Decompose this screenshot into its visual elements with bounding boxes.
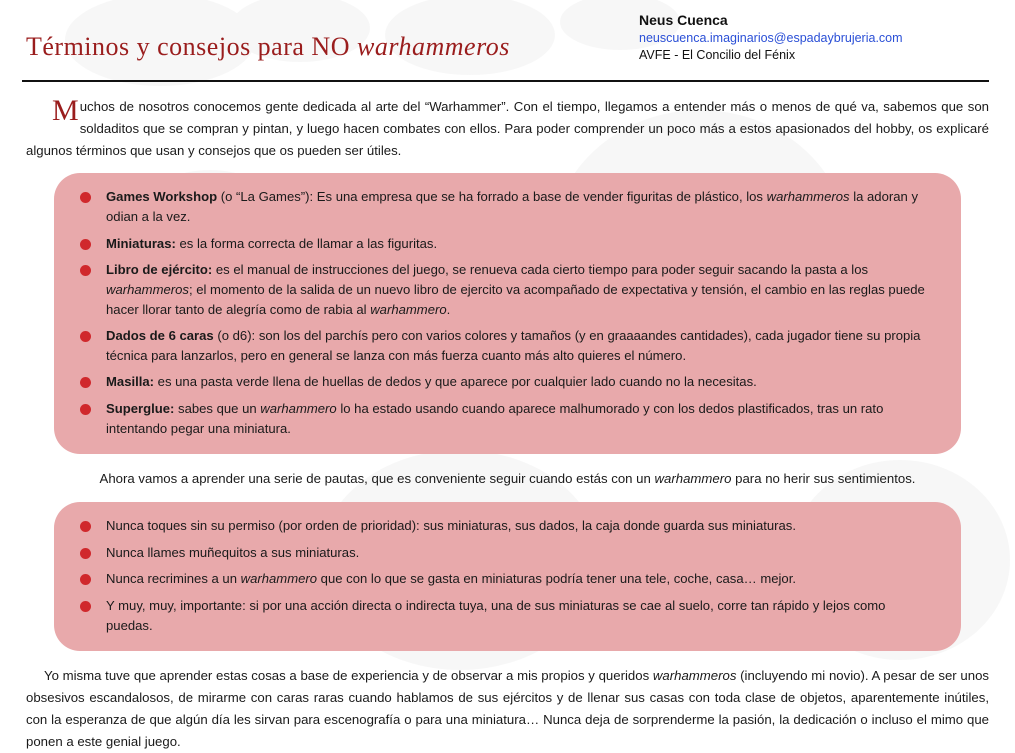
term-label: Dados de 6 caras <box>106 328 214 344</box>
term-label: Miniaturas: <box>106 235 176 251</box>
term-text-a: es la forma correcta de llamar a las figuritas. <box>175 235 438 251</box>
list-item <box>72 260 935 319</box>
term-italic-a: warhammeros <box>106 281 189 297</box>
author-email-link[interactable]: neuscuenca.imaginarios@espadaybrujeria.com <box>639 31 903 45</box>
bridge-italic: warhammero <box>654 471 732 487</box>
list-item <box>72 543 935 563</box>
rule-text-a: Y muy, muy, importante: si por una acción directa o indirecta tuya, una de sus miniaturas se cae al suelo, corre tan rápido y lejos como puedas. <box>106 598 886 633</box>
page-title-italic: warhammeros <box>356 32 510 61</box>
term-text-a: sabes que un <box>174 401 261 417</box>
term-label: Libro de ejército: <box>106 262 213 278</box>
rule-italic-a: warhammero <box>240 571 318 587</box>
bullet-icon <box>80 574 91 585</box>
term-text-b: ; el momento de la salida de un nuevo libro de ejercito va acompañado de expectativa y tensión, el cambio en las reglas puede hacer llorar tanto de alegría como de rabia al <box>106 281 925 317</box>
terms-list <box>72 187 935 438</box>
term-label: Games Workshop <box>106 189 218 205</box>
term-text-a: (o d6): son los del parchís pero con varios colores y tamaños (y en graaaandes cantidades), cada jugador tiene su propia técnica para lanzarlos, pero en general se lanza con más fuerza cuanto más alto quieres el número. <box>106 328 921 363</box>
page-title-plain: Términos y consejos para NO <box>26 32 357 61</box>
bullet-icon <box>80 548 91 559</box>
rule-text-a: Nunca toques sin su permiso (por orden de prioridad): sus miniaturas, sus dados, la caja donde guarda sus miniaturas. <box>106 518 796 534</box>
bullet-icon <box>80 265 91 276</box>
bridge-text-b: para no herir sus sentimientos. <box>731 471 916 487</box>
bullet-icon <box>80 331 91 342</box>
bullet-icon <box>80 601 91 612</box>
rule-text-a: Nunca llames muñequitos a sus miniaturas. <box>106 544 360 560</box>
list-item <box>72 326 935 365</box>
rule-text-a: Nunca recrimines a un <box>106 571 241 587</box>
terms-panel <box>54 173 961 454</box>
document-header <box>18 6 997 82</box>
intro-dropcap: M <box>52 94 79 127</box>
term-label: Superglue: <box>106 401 175 417</box>
list-item <box>72 569 935 589</box>
bullet-icon <box>80 404 91 415</box>
list-item <box>72 372 935 392</box>
closing-text-a: Yo misma tuve que aprender estas cosas a base de experiencia y de observar a mis propios y queridos <box>44 668 653 684</box>
list-item <box>72 399 935 438</box>
intro-text: uchos de nosotros conocemos gente dedicada al arte del “Warhammer”. Con el tiempo, llegamos a entender más o menos de qué va, sabemos que son soldaditos que se compran y pintan, y luego hacen combates con ellos. Para poder comprender un poco más a estos apasionados del hobby, os explicaré algunos términos que usan y consejos que os pueden ser útiles. <box>26 99 989 158</box>
term-italic-a: warhammeros <box>766 189 850 205</box>
bridge-text-a: Ahora vamos a aprender una serie de pautas, que es conveniente seguir cuando estás con un <box>99 471 655 487</box>
intro-paragraph <box>26 96 989 161</box>
term-label: Masilla: <box>106 374 155 390</box>
closing-paragraph <box>26 665 989 752</box>
term-italic-b: warhammero <box>370 301 447 317</box>
term-text-a: es el manual de instrucciones del juego, se renueva cada cierto tiempo para poder seguir sacando la pasta a los <box>212 262 869 278</box>
term-text-a: es una pasta verde llena de huellas de dedos y que aparece por cualquier lado cuando no la necesitas. <box>154 374 757 390</box>
term-text-b: lo ha estado usando cuando aparece malhumorado y con los dedos plastificados, tras un rato intentando pegar una miniatura. <box>106 401 884 436</box>
list-item <box>72 234 935 254</box>
bullet-icon <box>80 521 91 532</box>
bullet-icon <box>80 377 91 388</box>
author-organization: AVFE - El Concilio del Fénix <box>639 48 796 62</box>
closing-italic: warhammeros <box>652 668 737 684</box>
bridge-paragraph <box>26 468 989 490</box>
bullet-icon <box>80 192 91 203</box>
header-divider <box>22 80 989 82</box>
page-title <box>26 32 510 62</box>
bullet-icon <box>80 239 91 250</box>
author-block <box>639 12 969 62</box>
rules-list <box>72 516 935 635</box>
term-text-a: (o “La Games”): Es una empresa que se ha forrado a base de vender figuritas de plástico, los <box>217 189 767 205</box>
list-item <box>72 596 935 635</box>
closing-text-b: (incluyendo mi novio). A pesar de ser unos obsesivos escandalosos, de mirarme con caras raras cuando hablamos de sus ejércitos y de llenar sus casas con toda clase de objetos, aparentemente inútiles, con la esperanza de que algún día les sirvan para escenografía o para una miniatura… Nunca deja de sorprenderme la pasión, la dedicación o incluso el mimo que ponen a este genial juego. <box>26 668 990 749</box>
term-text-b: la adoran y odian a la vez. <box>106 189 918 224</box>
list-item <box>72 516 935 536</box>
rules-panel <box>54 502 961 651</box>
author-name: Neus Cuenca <box>639 12 728 28</box>
term-text-c: . <box>446 301 451 317</box>
term-italic-a: warhammero <box>260 401 337 417</box>
list-item <box>72 187 935 226</box>
rule-text-b: que con lo que se gasta en miniaturas podría tener una tele, coche, casa… mejor. <box>317 571 796 587</box>
